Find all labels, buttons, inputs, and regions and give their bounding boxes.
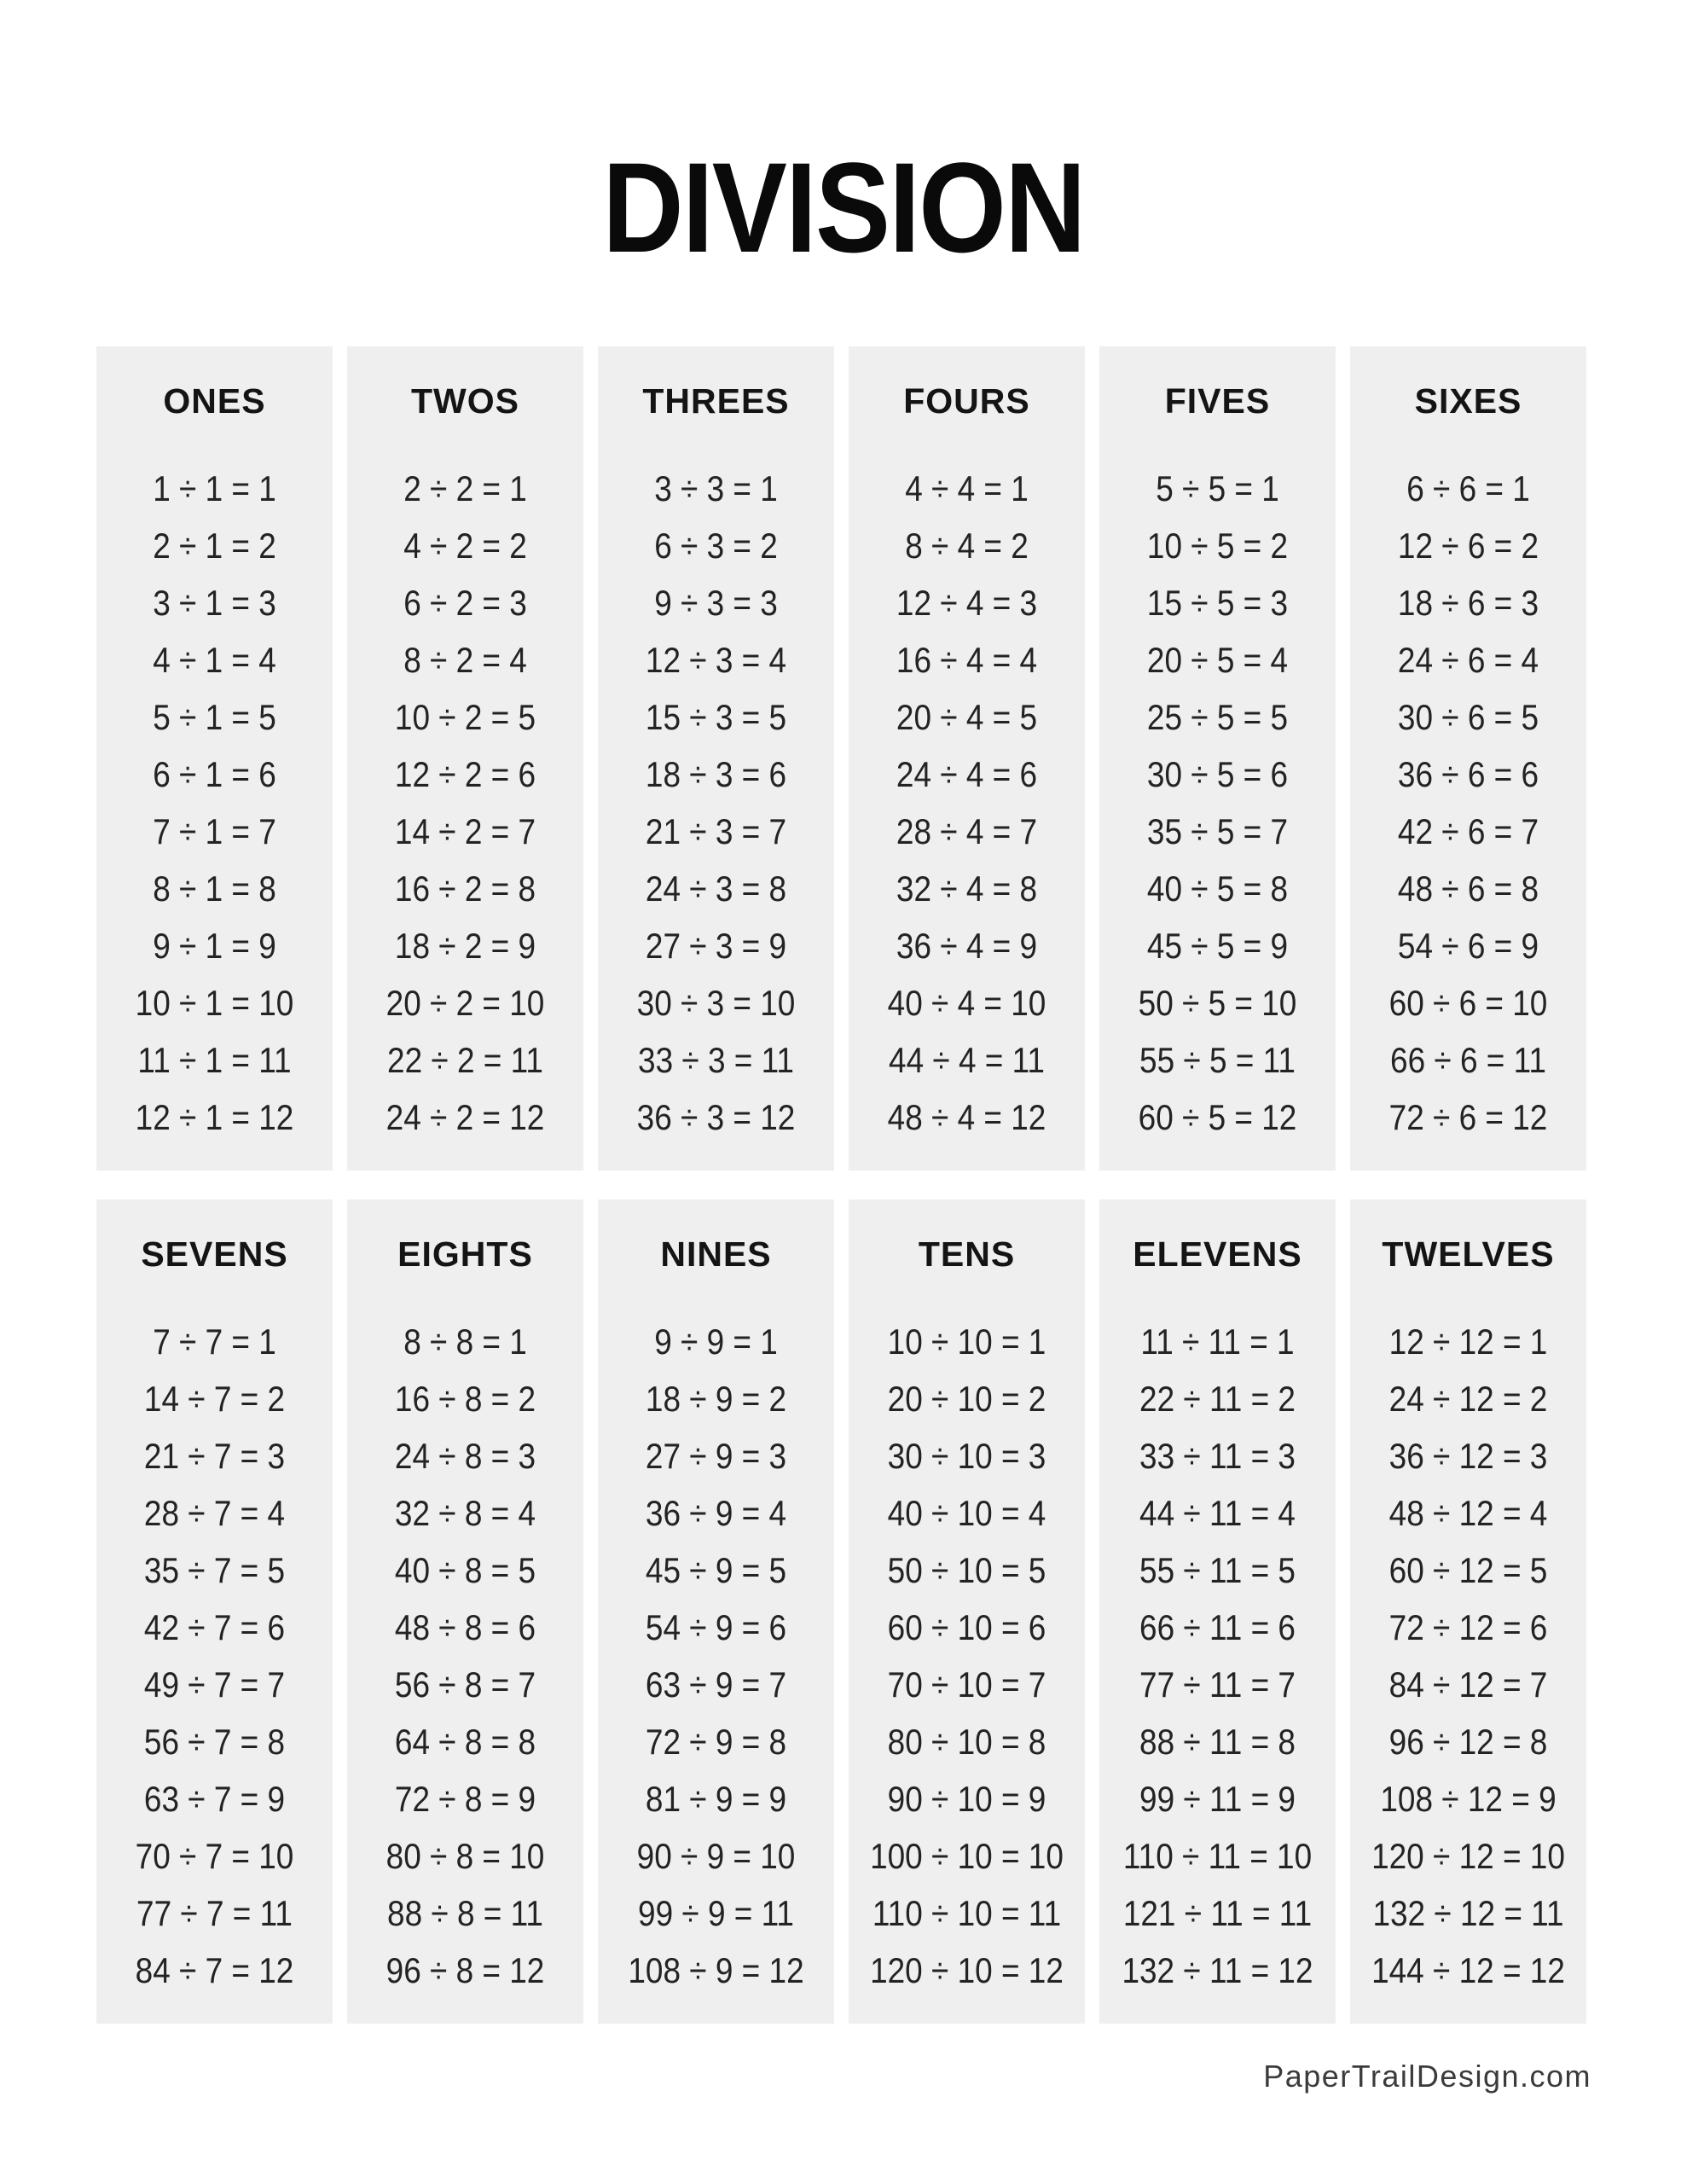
fact-row: 22 ÷ 2 = 11	[387, 1040, 543, 1080]
facts-list	[612, 1313, 820, 1999]
fact-row: 30 ÷ 3 = 10	[636, 983, 796, 1023]
fact-row: 66 ÷ 6 = 11	[1390, 1040, 1546, 1080]
fact-row: 22 ÷ 11 = 2	[1139, 1379, 1296, 1419]
fact-row: 36 ÷ 12 = 3	[1388, 1436, 1548, 1476]
fact-row: 8 ÷ 4 = 2	[905, 526, 1029, 566]
fact-row: 40 ÷ 8 = 5	[394, 1550, 536, 1590]
fact-row: 80 ÷ 8 = 10	[386, 1836, 545, 1876]
fact-row: 108 ÷ 9 = 12	[628, 1950, 804, 1990]
fact-row: 90 ÷ 10 = 9	[887, 1779, 1046, 1819]
fact-row: 84 ÷ 7 = 12	[135, 1950, 294, 1990]
fact-row: 72 ÷ 9 = 8	[645, 1722, 787, 1762]
fact-row: 54 ÷ 6 = 9	[1397, 926, 1539, 966]
fact-row: 8 ÷ 2 = 4	[403, 640, 527, 680]
fact-row: 10 ÷ 5 = 2	[1146, 526, 1289, 566]
division-tables-grid	[96, 346, 1586, 2024]
fact-row: 10 ÷ 2 = 5	[394, 697, 536, 737]
fact-row: 3 ÷ 3 = 1	[654, 468, 778, 508]
fact-row: 40 ÷ 4 = 10	[887, 983, 1046, 1023]
fact-row: 14 ÷ 7 = 2	[143, 1379, 286, 1419]
card-header: TENS	[918, 1234, 1016, 1274]
fact-row: 40 ÷ 10 = 4	[887, 1493, 1046, 1533]
facts-list	[1365, 460, 1573, 1146]
division-card-eights	[347, 1199, 583, 2024]
fact-row: 66 ÷ 11 = 6	[1139, 1607, 1296, 1647]
card-header: TWOS	[411, 381, 519, 421]
fact-row: 18 ÷ 9 = 2	[645, 1379, 787, 1419]
card-header: SIXES	[1414, 381, 1522, 421]
division-card-fives	[1099, 346, 1336, 1170]
fact-row: 28 ÷ 4 = 7	[896, 811, 1038, 851]
fact-row: 12 ÷ 6 = 2	[1397, 526, 1539, 566]
fact-row: 4 ÷ 4 = 1	[905, 468, 1029, 508]
fact-row: 88 ÷ 8 = 11	[387, 1893, 543, 1933]
fact-row: 20 ÷ 10 = 2	[887, 1379, 1046, 1419]
facts-list	[111, 1313, 319, 1999]
fact-row: 7 ÷ 1 = 7	[153, 811, 276, 851]
facts-list	[1114, 1313, 1322, 1999]
fact-row: 4 ÷ 1 = 4	[153, 640, 276, 680]
fact-row: 32 ÷ 4 = 8	[896, 868, 1038, 909]
fact-row: 9 ÷ 9 = 1	[654, 1321, 778, 1362]
fact-row: 12 ÷ 2 = 6	[394, 754, 536, 794]
fact-row: 11 ÷ 1 = 11	[137, 1040, 292, 1080]
fact-row: 55 ÷ 5 = 11	[1139, 1040, 1296, 1080]
division-card-fours	[849, 346, 1085, 1170]
fact-row: 72 ÷ 8 = 9	[394, 1779, 536, 1819]
fact-row: 16 ÷ 8 = 2	[394, 1379, 536, 1419]
fact-row: 6 ÷ 1 = 6	[153, 754, 276, 794]
fact-row: 35 ÷ 7 = 5	[143, 1550, 286, 1590]
fact-row: 64 ÷ 8 = 8	[394, 1722, 536, 1762]
fact-row: 42 ÷ 7 = 6	[143, 1607, 286, 1647]
fact-row: 40 ÷ 5 = 8	[1146, 868, 1289, 909]
fact-row: 5 ÷ 1 = 5	[153, 697, 276, 737]
fact-row: 18 ÷ 2 = 9	[394, 926, 536, 966]
fact-row: 20 ÷ 4 = 5	[896, 697, 1038, 737]
fact-row: 18 ÷ 3 = 6	[645, 754, 787, 794]
fact-row: 55 ÷ 11 = 5	[1139, 1550, 1296, 1590]
division-card-sevens	[96, 1199, 333, 2024]
fact-row: 96 ÷ 8 = 12	[386, 1950, 545, 1990]
division-card-threes	[598, 346, 834, 1170]
fact-row: 110 ÷ 10 = 11	[872, 1893, 1062, 1933]
fact-row: 108 ÷ 12 = 9	[1380, 1779, 1557, 1819]
fact-row: 35 ÷ 5 = 7	[1146, 811, 1289, 851]
fact-row: 11 ÷ 11 = 1	[1140, 1321, 1295, 1362]
fact-row: 20 ÷ 2 = 10	[386, 983, 545, 1023]
card-header: FIVES	[1164, 381, 1271, 421]
fact-row: 8 ÷ 1 = 8	[153, 868, 276, 909]
card-header: TWELVES	[1382, 1234, 1555, 1274]
fact-row: 60 ÷ 10 = 6	[887, 1607, 1046, 1647]
fact-row: 60 ÷ 12 = 5	[1388, 1550, 1548, 1590]
fact-row: 16 ÷ 4 = 4	[896, 640, 1038, 680]
fact-row: 72 ÷ 6 = 12	[1388, 1097, 1548, 1137]
card-header: ELEVENS	[1133, 1234, 1302, 1274]
fact-row: 21 ÷ 3 = 7	[645, 811, 787, 851]
fact-row: 10 ÷ 10 = 1	[887, 1321, 1046, 1362]
facts-list	[863, 460, 1071, 1146]
fact-row: 84 ÷ 12 = 7	[1388, 1664, 1548, 1705]
fact-row: 77 ÷ 7 = 11	[136, 1893, 293, 1933]
fact-row: 6 ÷ 6 = 1	[1406, 468, 1530, 508]
fact-row: 60 ÷ 5 = 12	[1138, 1097, 1297, 1137]
fact-row: 14 ÷ 2 = 7	[394, 811, 536, 851]
fact-row: 27 ÷ 9 = 3	[645, 1436, 787, 1476]
fact-row: 42 ÷ 6 = 7	[1397, 811, 1539, 851]
fact-row: 48 ÷ 6 = 8	[1397, 868, 1539, 909]
fact-row: 30 ÷ 10 = 3	[887, 1436, 1046, 1476]
fact-row: 48 ÷ 12 = 4	[1388, 1493, 1548, 1533]
division-card-twos	[347, 346, 583, 1170]
fact-row: 56 ÷ 7 = 8	[143, 1722, 286, 1762]
fact-row: 36 ÷ 3 = 12	[636, 1097, 796, 1137]
fact-row: 63 ÷ 7 = 9	[143, 1779, 286, 1819]
fact-row: 36 ÷ 9 = 4	[645, 1493, 787, 1533]
page-title: DIVISION	[602, 136, 1085, 279]
footer-credit: PaperTrailDesign.com	[1263, 2059, 1591, 2094]
fact-row: 33 ÷ 11 = 3	[1139, 1436, 1296, 1476]
fact-row: 30 ÷ 6 = 5	[1397, 697, 1539, 737]
fact-row: 33 ÷ 3 = 11	[638, 1040, 794, 1080]
fact-row: 36 ÷ 6 = 6	[1397, 754, 1539, 794]
fact-row: 77 ÷ 11 = 7	[1139, 1664, 1296, 1705]
fact-row: 120 ÷ 10 = 12	[870, 1950, 1064, 1990]
fact-row: 24 ÷ 8 = 3	[394, 1436, 536, 1476]
fact-row: 56 ÷ 8 = 7	[394, 1664, 536, 1705]
facts-list	[362, 1313, 570, 1999]
fact-row: 50 ÷ 5 = 10	[1138, 983, 1297, 1023]
fact-row: 9 ÷ 3 = 3	[654, 583, 778, 623]
fact-row: 24 ÷ 6 = 4	[1397, 640, 1539, 680]
fact-row: 45 ÷ 9 = 5	[645, 1550, 787, 1590]
fact-row: 4 ÷ 2 = 2	[403, 526, 527, 566]
fact-row: 60 ÷ 6 = 10	[1388, 983, 1548, 1023]
facts-list	[111, 460, 319, 1146]
fact-row: 132 ÷ 12 = 11	[1372, 1893, 1564, 1933]
fact-row: 99 ÷ 11 = 9	[1139, 1779, 1296, 1819]
card-header: FOURS	[903, 381, 1030, 421]
card-header: NINES	[660, 1234, 772, 1274]
fact-row: 44 ÷ 4 = 11	[889, 1040, 1045, 1080]
fact-row: 30 ÷ 5 = 6	[1146, 754, 1289, 794]
fact-row: 24 ÷ 3 = 8	[645, 868, 787, 909]
fact-row: 120 ÷ 12 = 10	[1371, 1836, 1565, 1876]
fact-row: 96 ÷ 12 = 8	[1388, 1722, 1548, 1762]
fact-row: 6 ÷ 3 = 2	[654, 526, 778, 566]
fact-row: 16 ÷ 2 = 8	[394, 868, 536, 909]
fact-row: 70 ÷ 7 = 10	[135, 1836, 294, 1876]
fact-row: 3 ÷ 1 = 3	[153, 583, 276, 623]
fact-row: 25 ÷ 5 = 5	[1146, 697, 1289, 737]
fact-row: 80 ÷ 10 = 8	[887, 1722, 1046, 1762]
fact-row: 24 ÷ 12 = 2	[1388, 1379, 1548, 1419]
fact-row: 12 ÷ 3 = 4	[645, 640, 787, 680]
fact-row: 2 ÷ 1 = 2	[153, 526, 276, 566]
fact-row: 20 ÷ 5 = 4	[1146, 640, 1289, 680]
fact-row: 12 ÷ 1 = 12	[135, 1097, 294, 1137]
fact-row: 12 ÷ 12 = 1	[1388, 1321, 1548, 1362]
fact-row: 99 ÷ 9 = 11	[638, 1893, 794, 1933]
fact-row: 81 ÷ 9 = 9	[645, 1779, 787, 1819]
card-header: ONES	[163, 381, 266, 421]
fact-row: 44 ÷ 11 = 4	[1139, 1493, 1296, 1533]
fact-row: 121 ÷ 11 = 11	[1122, 1893, 1313, 1933]
fact-row: 72 ÷ 12 = 6	[1388, 1607, 1548, 1647]
fact-row: 7 ÷ 7 = 1	[153, 1321, 276, 1362]
division-card-sixes	[1350, 346, 1586, 1170]
fact-row: 9 ÷ 1 = 9	[153, 926, 276, 966]
fact-row: 110 ÷ 11 = 10	[1122, 1836, 1313, 1876]
fact-row: 32 ÷ 8 = 4	[394, 1493, 536, 1533]
fact-row: 10 ÷ 1 = 10	[135, 983, 294, 1023]
fact-row: 6 ÷ 2 = 3	[403, 583, 527, 623]
fact-row: 24 ÷ 4 = 6	[896, 754, 1038, 794]
fact-row: 90 ÷ 9 = 10	[636, 1836, 796, 1876]
fact-row: 49 ÷ 7 = 7	[143, 1664, 286, 1705]
fact-row: 1 ÷ 1 = 1	[153, 468, 276, 508]
fact-row: 12 ÷ 4 = 3	[896, 583, 1038, 623]
fact-row: 100 ÷ 10 = 10	[870, 1836, 1064, 1876]
facts-list	[612, 460, 820, 1146]
facts-list	[362, 460, 570, 1146]
division-card-elevens	[1099, 1199, 1336, 2024]
fact-row: 48 ÷ 4 = 12	[887, 1097, 1046, 1137]
fact-row: 54 ÷ 9 = 6	[645, 1607, 787, 1647]
fact-row: 27 ÷ 3 = 9	[645, 926, 787, 966]
fact-row: 36 ÷ 4 = 9	[896, 926, 1038, 966]
fact-row: 24 ÷ 2 = 12	[386, 1097, 545, 1137]
division-card-nines	[598, 1199, 834, 2024]
fact-row: 15 ÷ 5 = 3	[1146, 583, 1289, 623]
fact-row: 63 ÷ 9 = 7	[645, 1664, 787, 1705]
fact-row: 48 ÷ 8 = 6	[394, 1607, 536, 1647]
division-card-twelves	[1350, 1199, 1586, 2024]
fact-row: 28 ÷ 7 = 4	[143, 1493, 286, 1533]
fact-row: 70 ÷ 10 = 7	[887, 1664, 1046, 1705]
division-card-ones	[96, 346, 333, 1170]
facts-list	[863, 1313, 1071, 1999]
fact-row: 21 ÷ 7 = 3	[143, 1436, 286, 1476]
facts-list	[1365, 1313, 1573, 1999]
fact-row: 45 ÷ 5 = 9	[1146, 926, 1289, 966]
fact-row: 88 ÷ 11 = 8	[1139, 1722, 1296, 1762]
fact-row: 15 ÷ 3 = 5	[645, 697, 787, 737]
facts-list	[1114, 460, 1322, 1146]
fact-row: 144 ÷ 12 = 12	[1371, 1950, 1565, 1990]
fact-row: 132 ÷ 11 = 12	[1122, 1950, 1313, 1990]
fact-row: 2 ÷ 2 = 1	[403, 468, 527, 508]
card-header: EIGHTS	[397, 1234, 533, 1274]
division-card-tens	[849, 1199, 1085, 2024]
fact-row: 5 ÷ 5 = 1	[1156, 468, 1279, 508]
card-header: THREES	[642, 381, 790, 421]
fact-row: 18 ÷ 6 = 3	[1397, 583, 1539, 623]
card-header: SEVENS	[141, 1234, 288, 1274]
fact-row: 50 ÷ 10 = 5	[887, 1550, 1046, 1590]
fact-row: 8 ÷ 8 = 1	[403, 1321, 527, 1362]
